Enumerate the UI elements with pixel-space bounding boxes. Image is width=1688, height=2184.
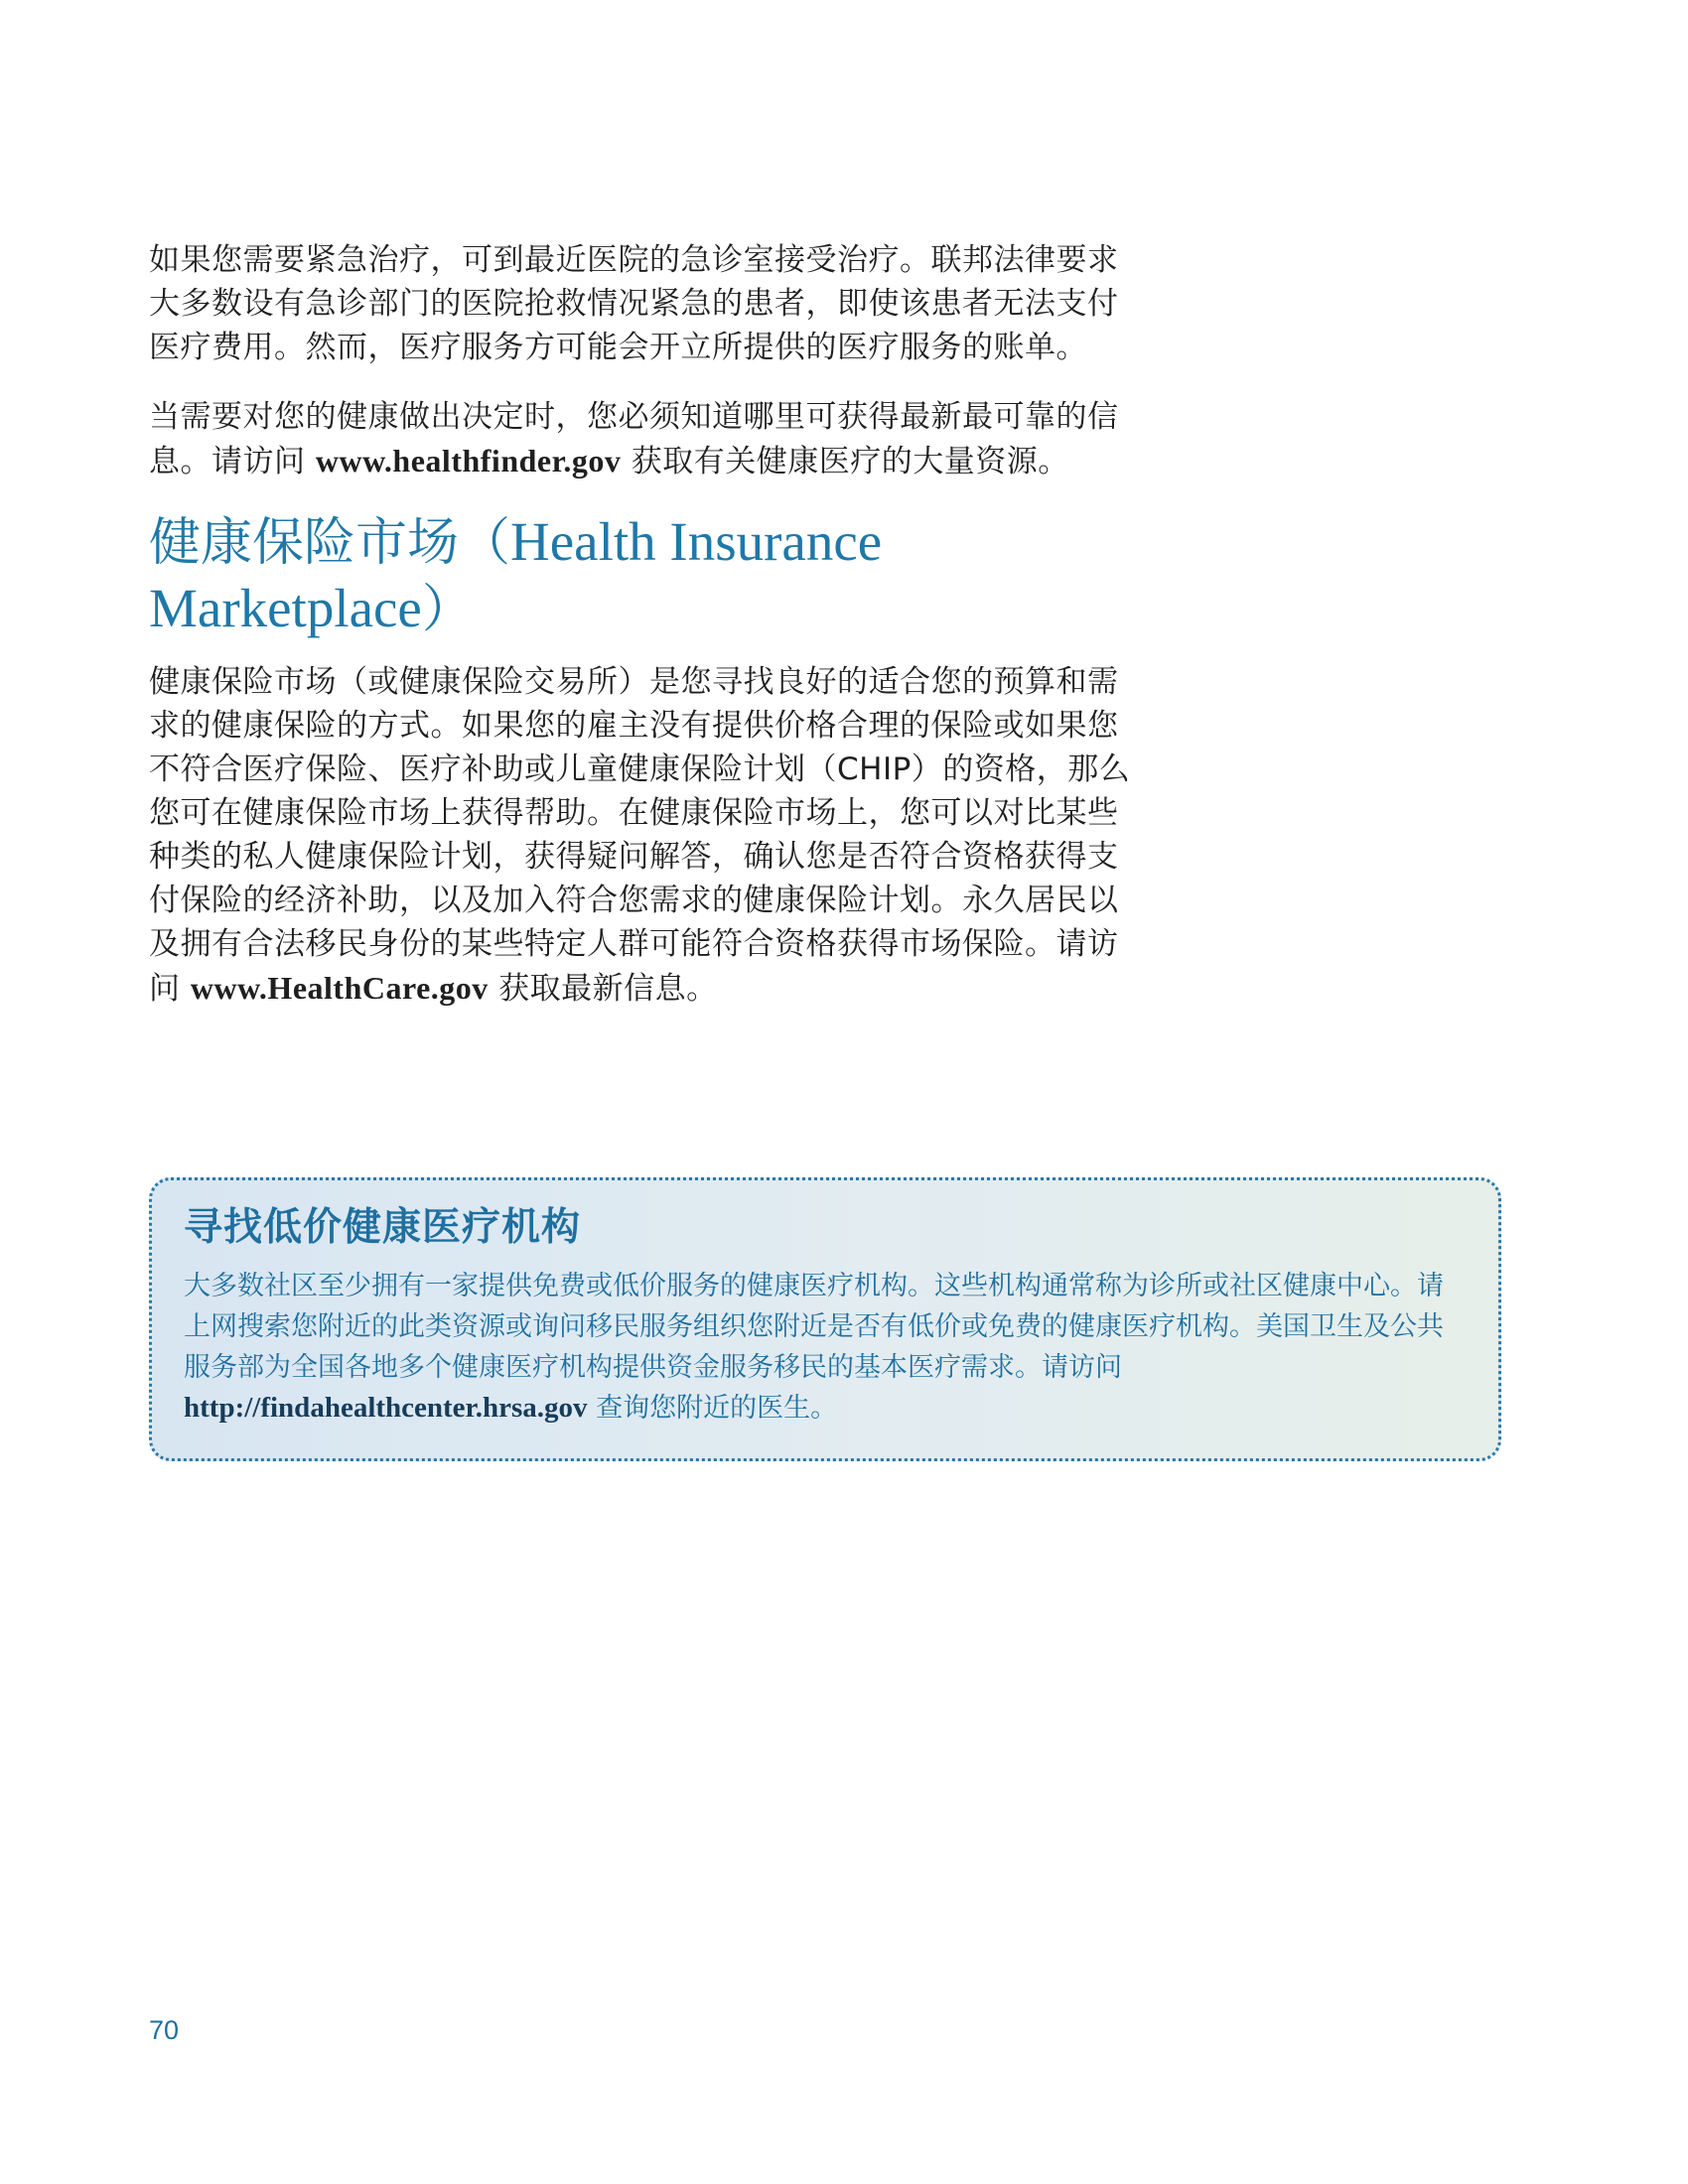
page-number: 70 <box>149 2015 180 2045</box>
healthcare-gov-link[interactable]: www.HealthCare.gov <box>190 970 489 1006</box>
healthfinder-link[interactable]: www.healthfinder.gov <box>315 443 622 478</box>
section-title-open-paren: （ <box>459 513 511 573</box>
marketplace-text-after: 获取最新信息。 <box>488 971 718 1007</box>
section-title-zh: 健康保险市场 <box>149 513 460 573</box>
emergency-care-paragraph: 如果您需要紧急治疗，可到最近医院的急诊室接受治疗。联邦法律要求大多数设有急诊部门的医院抢救情况紧急的患者，即使该患者无法支付医疗费用。然而，医疗服务方可能会开立所提供的医疗服务的账单。 <box>149 242 1119 365</box>
callout-text-before: 大多数社区至少拥有一家提供免费或低价服务的健康医疗机构。这些机构通常称为诊所或社区健康中心。请上网搜索您附近的此类资源或询问移民服务组织您附近是否有低价或免费的健康医疗机构。美国卫生及公共服务部为全国各地多个健康医疗机构提供资金服务移民的基本医疗需求。请访问 <box>184 1271 1444 1383</box>
healthfinder-paragraph <box>149 395 1142 483</box>
callout-body <box>184 1266 1469 1429</box>
section-title-en: Health Insurance Marketplace <box>149 511 883 638</box>
callout-title: 寻找低价健康医疗机构 <box>184 1205 582 1250</box>
callout-text-after: 查询您附近的医生。 <box>587 1393 838 1424</box>
findahealthcenter-link[interactable]: http://findahealthcenter.hrsa.gov <box>184 1392 588 1424</box>
marketplace-paragraph <box>149 660 1142 1011</box>
marketplace-text-before: 健康保险市场（或健康保险交易所）是您寻找良好的适合您的预算和需求的健康保险的方式。如果您的雇主没有提供价格合理的保险或如果您不符合医疗保险、医疗补助或儿童健康保险计划（CHIP）的资格，那么您可在健康保险市场上获得帮助。在健康保险市场上，您可以对比某些种类的私人健康保险计划，获得疑问解答，确认您是否符合资格获得支付保险的经济补助，以及加入符合您需求的健康保险计划。永久居民以及拥有合法移民身份的某些特定人群可能符合资格获得市场保险。请访问 <box>149 664 1131 1007</box>
main-column <box>149 238 1142 1036</box>
healthfinder-text-after: 获取有关健康医疗的大量资源。 <box>621 444 1069 479</box>
healthfinder-text-before: 当需要对您的健康做出决定时，您必须知道哪里可获得最新最可靠的信息。请访问 <box>149 399 1119 479</box>
low-cost-care-callout-box <box>149 1177 1501 1461</box>
section-title-close-paren: ） <box>421 580 474 639</box>
section-title <box>149 509 1142 642</box>
